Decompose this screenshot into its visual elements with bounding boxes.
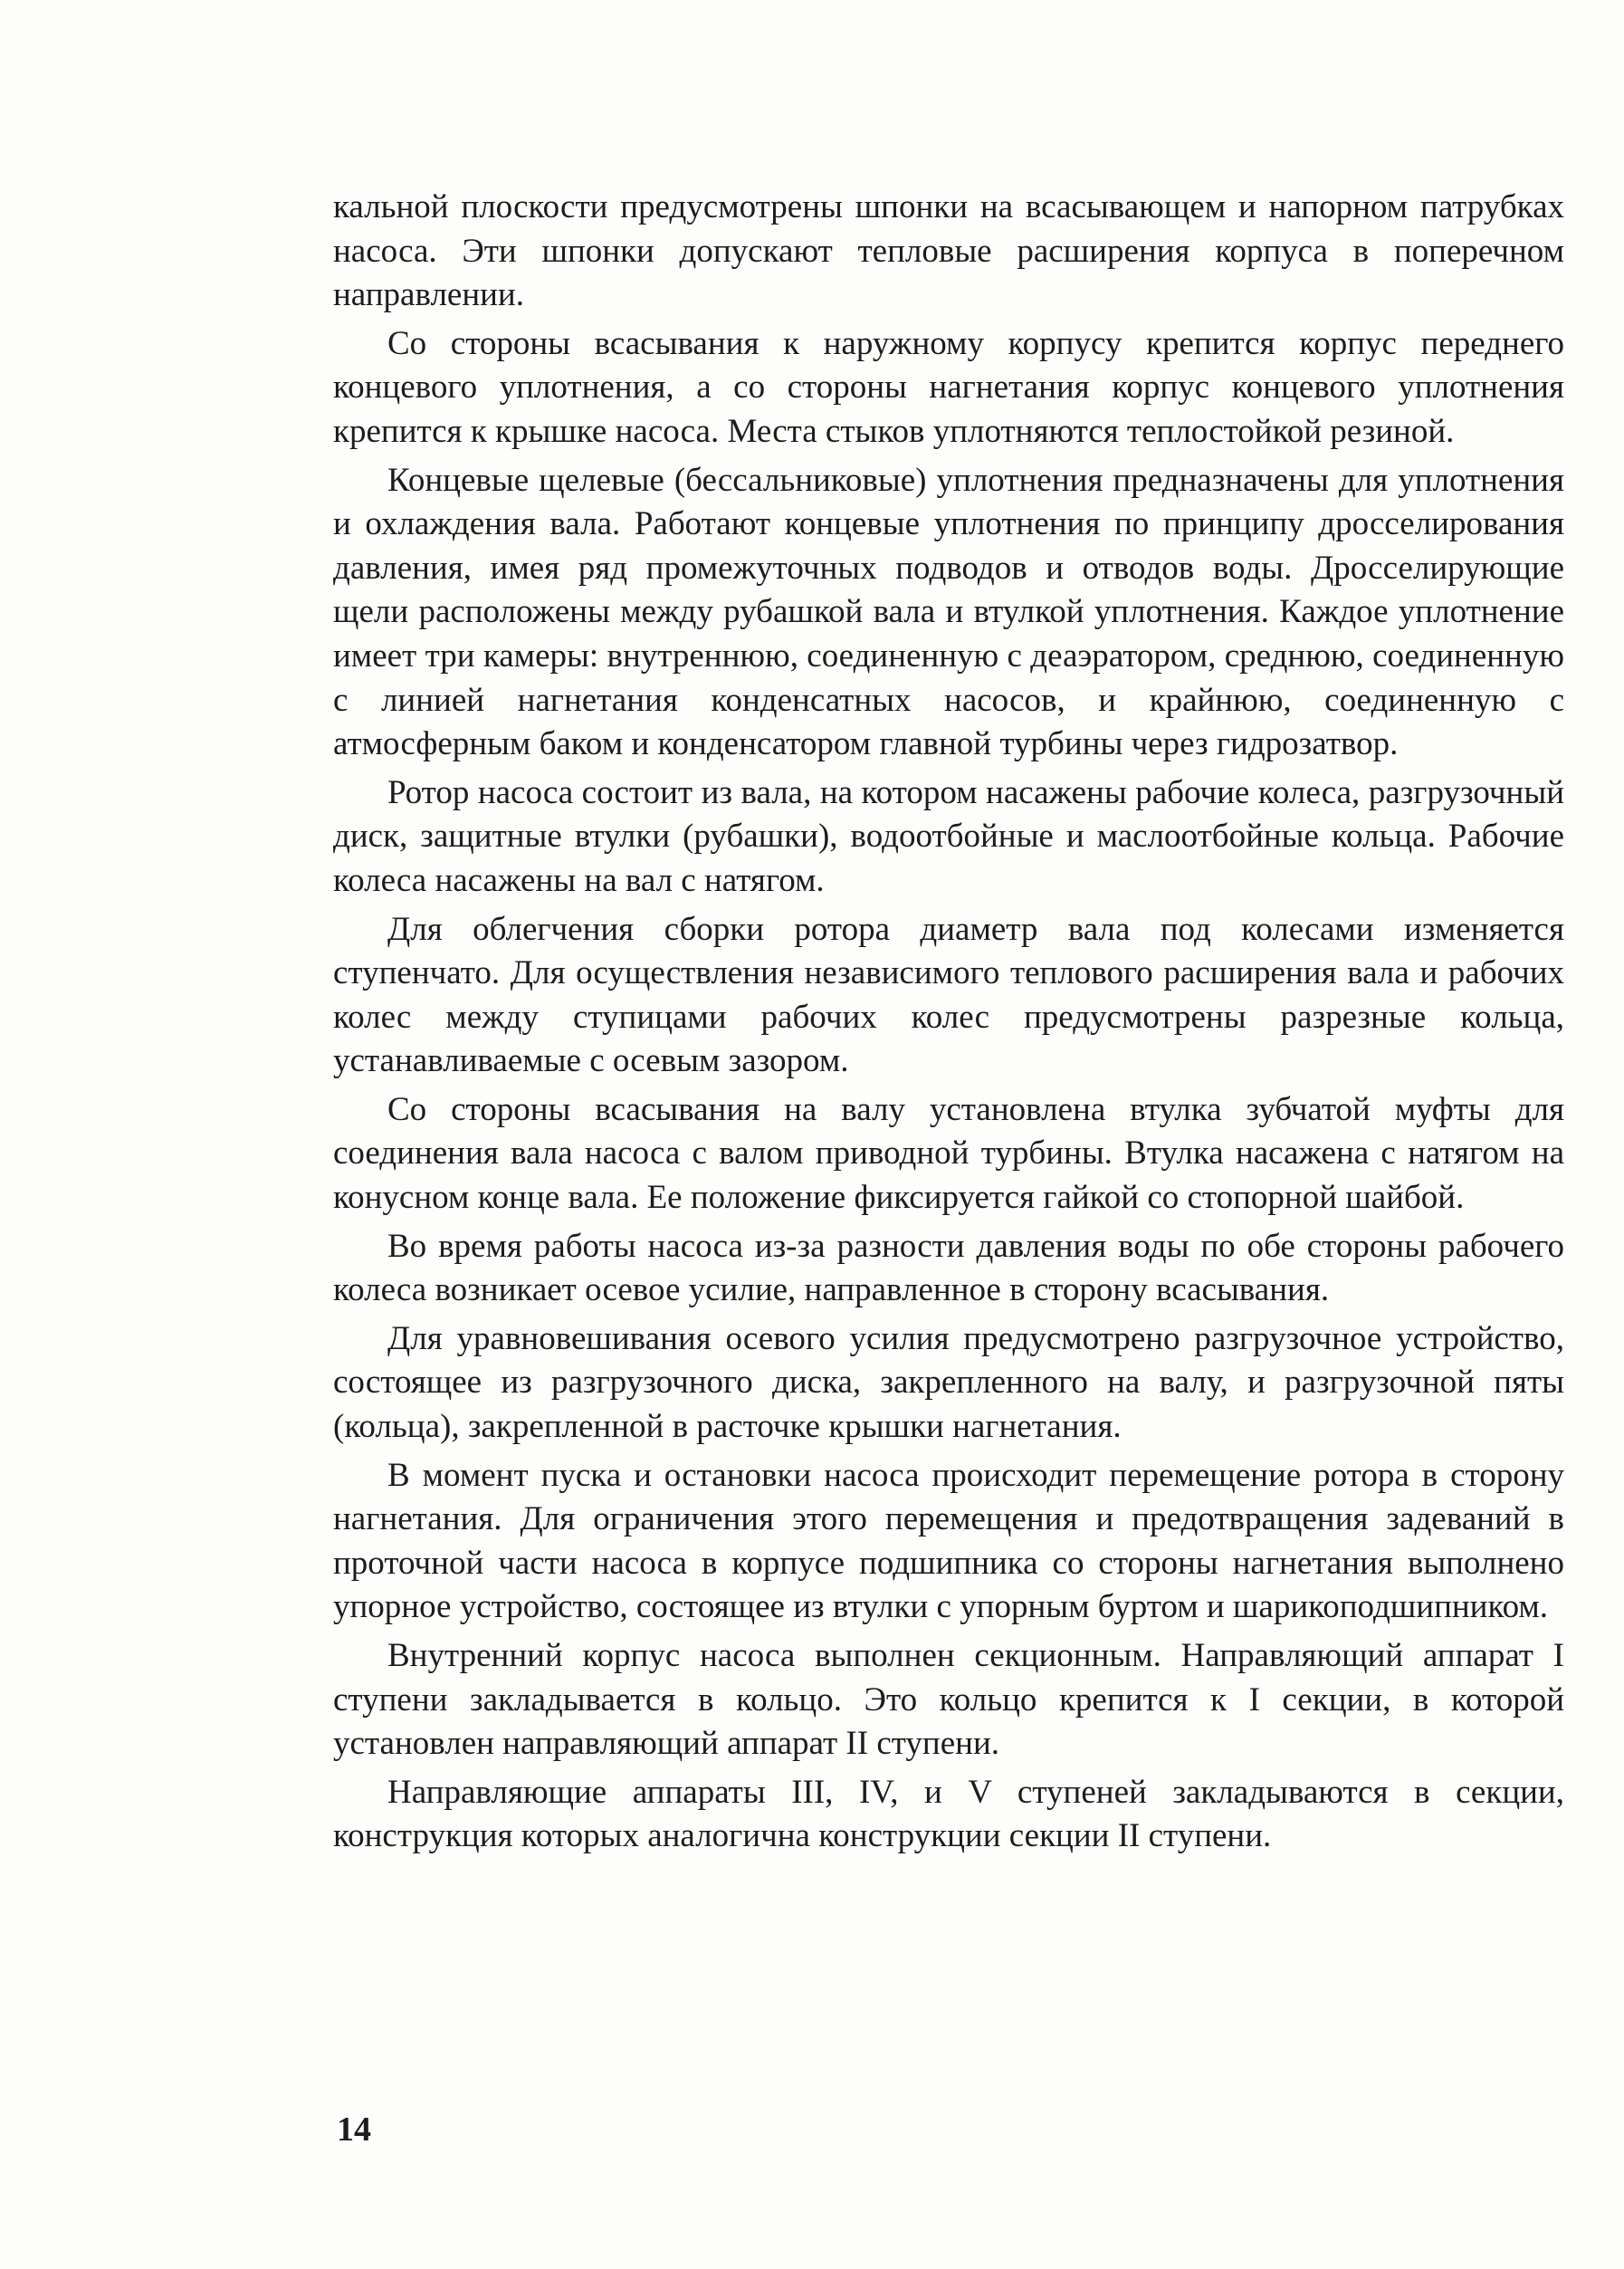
paragraph-7: Во время работы насоса из-за разности давления воды по обе стороны рабочего колеса возникает осевое усилие, направленное в сторону всасывания. [333,1227,1564,1309]
paragraph-2: Со стороны всасывания к наружному корпусу крепится корпус переднего концевого уплотнения, а со стороны нагнетания корпус концевого уплотнения крепится к крышке насоса. Места стыков уплотняются теплостойкой резиной. [333,324,1564,450]
paragraph-11: Направляющие аппараты III, IV, и V ступеней закладываются в секции, конструкция которых аналогична конструкции секции II ступени. [333,1773,1564,1855]
body-text [333,186,1564,1863]
paragraph-9: В момент пуска и остановки насоса происходит перемещение ротора в сторону нагнетания. Для ограничения этого перемещения и предотвращения задеваний в проточной части насоса в корпусе подшипника со стороны нагнетания выполнено упорное устройство, состоящее из втулки с упорным буртом и шарикоподшипником. [333,1456,1564,1626]
paragraph-3: Концевые щелевые (бессальниковые) уплотнения предназначены для уплотнения и охлаждения вала. Работают концевые уплотнения по принципу дросселирования давления, имея ряд промежуточных подводов и отводов воды. Дросселирующие щели расположены между рубашкой вала и втулкой уплотнения. Каждое уплотнение имеет три камеры: внутреннюю, соединенную с деаэратором, среднюю, соединенную с линией нагнетания конденсатных насосов, и крайнюю, соединенную с атмосферным баком и конденсатором главной турбины через гидрозатвор. [333,461,1564,763]
paragraph-1: кальной плоскости предусмотрены шпонки на всасывающем и напорном патрубках насоса. Эти шпонки допускают тепловые расширения корпуса в поперечном направлении. [333,188,1564,314]
paragraph-4: Ротор насоса состоит из вала, на котором насажены рабочие колеса, разгрузочный диск, защитные втулки (рубашки), водоотбойные и маслоотбойные кольца. Рабочие колеса насажены на вал с натягом. [333,773,1564,899]
paragraph-5: Для облегчения сборки ротора диаметр вала под колесами изменяется ступенчато. Для осуществления независимого теплового расширения вала и рабочих колес между ступицами рабочих колес предусмотрены разрезные кольца, устанавливаемые с осевым зазором. [333,910,1564,1080]
paragraph-6: Со стороны всасывания на валу установлена втулка зубчатой муфты для соединения вала насоса с валом приводной турбины. Втулка насажена с натягом на конусном конце вала. Ее положение фиксируется гайкой со стопорной шайбой. [333,1090,1564,1217]
paragraph-8: Для уравновешивания осевого усилия предусмотрено разгрузочное устройство, состоящее из разгрузочного диска, закрепленного на валу, и разгрузочной пяты (кольца), закрепленной в расточке крышки нагнетания. [333,1319,1564,1446]
paragraph-10: Внутренний корпус насоса выполнен секционным. Направляющий аппарат I ступени закладывается в кольцо. Это кольцо крепится к I секции, в которой установлен направляющий аппарат II ступени. [333,1637,1564,1763]
page-number: 14 [337,2111,371,2149]
